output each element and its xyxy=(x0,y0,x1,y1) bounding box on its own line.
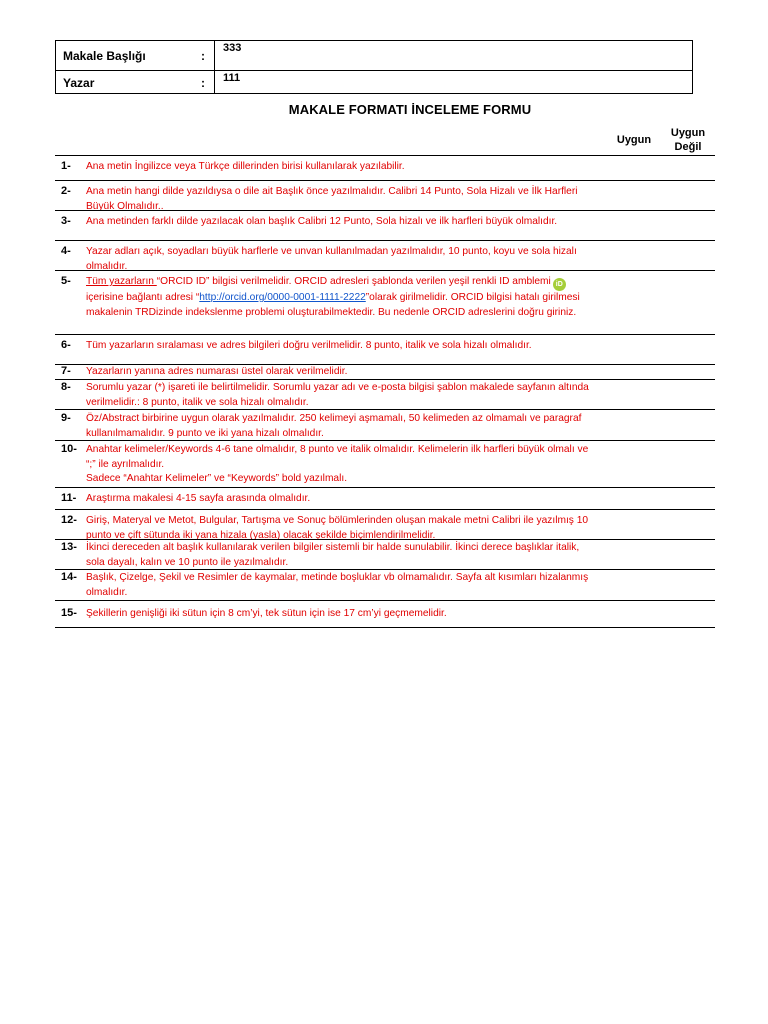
item-number: 6- xyxy=(61,339,71,351)
article-title-label: Makale Başlığı xyxy=(63,49,146,63)
item-text-part: içerisine bağlantı adresi “ xyxy=(86,292,200,303)
item-text: Yazarların yanına adres numarası üstel olarak verilmelidir. xyxy=(86,366,348,377)
item-text-line: Sadece “Anahtar Kelimeler” ve “Keywords” bold yazılmalı. xyxy=(86,473,348,485)
checklist-item-2 xyxy=(55,180,715,210)
article-title-label-cell xyxy=(56,41,215,70)
item-number: 12- xyxy=(61,514,77,526)
item-text-line: Anahtar kelimeler/Keywords 4-6 tane olmalıdır, 8 punto ve italik olmalıdır. Kelimelerin ilk harfleri büyük olmalı ve “;” ile ayrılmalıdır. xyxy=(86,444,589,470)
item-number: 11- xyxy=(61,492,77,504)
item-text: Başlık, Çizelge, Şekil ve Resimler de kaymalar, metinde boşluklar vb olmamalıdır. Sayfa alt kısımları hizalanmış olmalıdır. xyxy=(86,572,589,598)
checklist-item-7 xyxy=(55,364,715,379)
checklist-item-6 xyxy=(55,334,715,364)
item-text: Sorumlu yazar (*) işareti ile belirtilmelidir. Sorumlu yazar adı ve e-posta bilgisi şablon makalede sayfanın altında verilmelidir.: 8 punto, italik ve sola hizalı olmalıdır. xyxy=(86,382,589,408)
article-info-table xyxy=(55,40,693,94)
item-text: Araştırma makalesi 4-15 sayfa arasında olmalıdır. xyxy=(86,493,311,504)
item-text: İkinci dereceden alt başlık kullanılarak verilen bilgiler sistemli bir halde sunulabilir. İkinci derece başlıklar italik, sola dayalı, kalın ve 10 punto ile yazılmalıdır. xyxy=(86,542,580,568)
author-colon: : xyxy=(201,76,205,90)
item-text-part: “ORCID ID” bilgisi verilmelidir. ORCID adresleri şablonda verilen yeşil renkli ID amblemi xyxy=(156,276,551,287)
item-number: 3- xyxy=(61,215,71,227)
item-text: Tüm yazarların sıralaması ve adres bilgileri doğru verilmelidir. 8 punto, italik ve sola hizalı olmalıdır. xyxy=(86,340,532,351)
author-label-cell xyxy=(56,70,215,94)
checklist-item-15 xyxy=(55,600,715,628)
item-text: Öz/Abstract birbirine uygun olarak yazılmalıdır. 250 kelimeyi aşmamalı, 50 kelimeden az olmamalı ve paragraf kullanılmamalıdır. 9 punto ve iki yana hizalı olmalıdır. xyxy=(86,413,582,439)
orcid-id-icon: iD xyxy=(553,278,566,291)
column-header-uygun-degil: Uygun Değil xyxy=(670,127,706,153)
item-number: 2- xyxy=(61,185,71,197)
checklist-item-13 xyxy=(55,539,715,569)
item-text-underlined: Tüm yazarların xyxy=(86,276,157,287)
item-text: Ana metin İngilizce veya Türkçe dillerinden birisi kullanılarak yazılabilir. xyxy=(86,161,405,172)
item-number: 4- xyxy=(61,245,71,257)
checklist-item-5 xyxy=(55,270,715,334)
item-text: Şekillerin genişliği iki sütun için 8 cm’yi, tek sütun için ise 17 cm’yi geçmemelidir. xyxy=(86,608,447,619)
item-number: 13- xyxy=(61,541,77,553)
checklist-item-10 xyxy=(55,440,715,487)
item-number: 14- xyxy=(61,571,77,583)
item-text: Giriş, Materyal ve Metot, Bulgular, Tartışma ve Sonuç bölümlerinden oluşan makale metni Calibri ile yazılmış 10 punto ve çift sütunda iki yana hizala (yasla) olacak şekilde biçimlendirilmelidir. xyxy=(86,515,589,541)
article-title-row xyxy=(56,41,692,71)
checklist-item-4 xyxy=(55,240,715,270)
checklist-item-1 xyxy=(55,155,715,180)
column-header-uygun: Uygun xyxy=(616,134,652,146)
item-text: Ana metinden farklı dilde yazılacak olan başlık Calibri 12 Punto, Sola hizalı ve ilk harfleri büyük olmalıdır. xyxy=(86,216,558,227)
item-number: 1- xyxy=(61,160,71,172)
checklist-item-14 xyxy=(55,569,715,600)
checklist-item-12 xyxy=(55,509,715,539)
item-text-part: ”olarak girilmelidir. ORCID bilgisi hatalı girilmesi makalenin TRDizinde indekslenme problemi oluşturabilmektedir. Bu nedenle ORCID adreslerini doğru giriniz. xyxy=(86,292,580,318)
item-text xyxy=(86,275,598,320)
checklist-item-8 xyxy=(55,379,715,409)
article-title-colon: : xyxy=(201,49,205,63)
item-text: Ana metin hangi dilde yazıldıysa o dile ait Başlık önce yazılmalıdır. Calibri 14 Punto, Sola Hizalı ve İlk Harfleri Büyük Olmalıdır.. xyxy=(86,186,578,212)
form-title-text: MAKALE FORMATI İNCELEME FORMU xyxy=(288,102,532,117)
checklist-item-11 xyxy=(55,487,715,509)
item-number: 9- xyxy=(61,412,71,424)
orcid-link[interactable]: http://orcid.org/0000-0001-1111-2222 xyxy=(199,292,366,303)
item-number: 8- xyxy=(61,381,71,393)
item-text: Yazar adları açık, soyadları büyük harflerle ve unvan kullanılmadan yazılmalıdır, 10 punto, koyu ve sola hizalı olmalıdır. xyxy=(86,246,577,272)
author-label: Yazar xyxy=(63,76,95,90)
checklist-item-9 xyxy=(55,409,715,440)
item-number: 10- xyxy=(61,443,77,455)
checklist-item-3 xyxy=(55,210,715,240)
author-row xyxy=(56,70,692,94)
item-number: 5- xyxy=(61,275,71,287)
item-number: 15- xyxy=(61,607,77,619)
article-title-value: 333 xyxy=(223,42,242,54)
item-number: 7- xyxy=(61,365,71,377)
item-text xyxy=(86,443,598,487)
author-value: 111 xyxy=(223,72,241,84)
form-title xyxy=(0,102,768,117)
